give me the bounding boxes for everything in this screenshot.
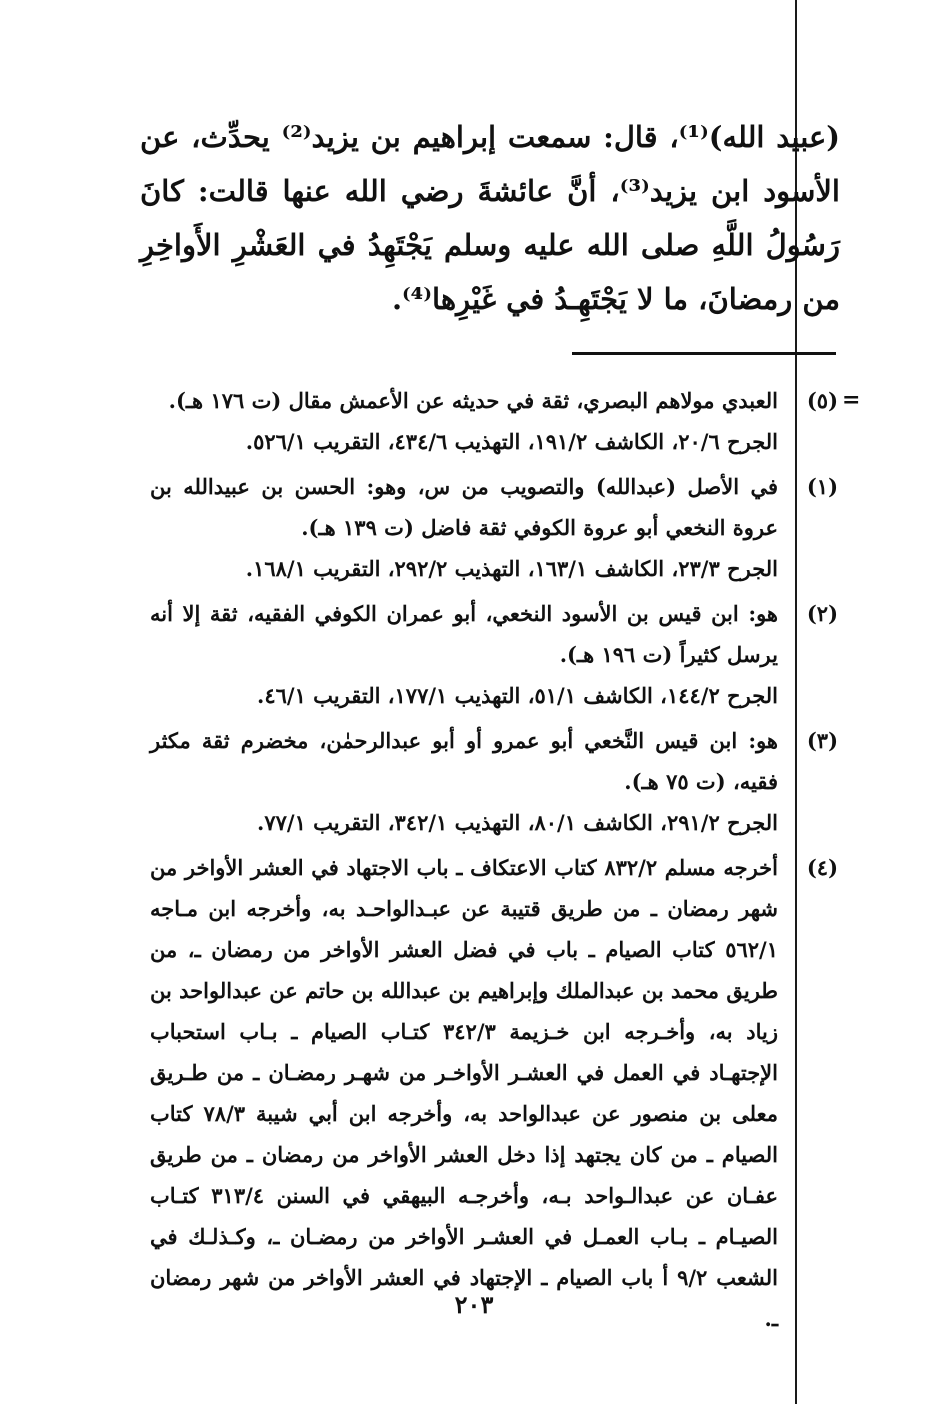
footnote-line: في الأصل (عبدالله) والتصويب من س، وهو: الحسن بن عبيدالله بن عروة النخعي أبو عروة الكوفي ثقة فاضل (ت ١٣٩ هـ). xyxy=(150,474,778,540)
footnote-number: (٣) xyxy=(806,728,838,753)
footnote-continuation-marker: = xyxy=(842,387,861,413)
footnote-2 xyxy=(150,593,840,716)
footnote-line: الجرح ٢٩١/٢، الكاشف ٨٠/١، التهذيب ٣٤٢/١، التقريب ٧٧/١. xyxy=(257,810,778,835)
footnote-4 xyxy=(150,847,840,1339)
footnote-body xyxy=(150,466,778,589)
footnote-line: هو: ابن قيس النَّخعي أبو عمرو أو أبو عبدالرحمٰن، مخضرم ثقة مكثر فقيه، (ت ٧٥ هـ). xyxy=(150,728,778,794)
footnote-body xyxy=(150,380,778,462)
footnote-5 xyxy=(150,380,840,462)
footnote-line: هو: ابن قيس بن الأسود النخعي، أبو عمران الكوفي الفقيه، ثقة إلا أنه يرسل كثيراً (ت ١٩٦ هـ). xyxy=(150,601,778,667)
page-number: ٢٠٣ xyxy=(454,1290,494,1319)
footnotes-section xyxy=(150,380,840,1339)
footnote-divider xyxy=(572,352,836,355)
footnote-line: الجرح ٢٠/٦، الكاشف ١٩١/٢، التهذيب ٤٣٤/٦، التقريب ٥٢٦/١. xyxy=(245,429,778,454)
footnote-number: (٤) xyxy=(806,855,838,880)
footnote-line: الجرح ١٤٤/٢، الكاشف ٥١/١، التهذيب ١٧٧/١، التقريب ٤٦/١. xyxy=(257,683,778,708)
footnote-1 xyxy=(150,466,840,589)
footnote-3 xyxy=(150,720,840,843)
footnote-line: العبدي مولاهم البصري، ثقة في حديثه عن الأعمش مقال (ت ١٧٦ هـ). xyxy=(168,388,778,413)
footnote-line: الجرح ٢٣/٣، الكاشف ١٦٣/١، التهذيب ٢٩٢/٢، التقريب ١٦٨/١. xyxy=(245,556,778,581)
footnote-number: (١) xyxy=(806,474,838,499)
footnote-body xyxy=(150,847,778,1339)
footnote-body xyxy=(150,720,778,843)
footnote-line: أخرجه مسلم ٨٣٢/٢ كتاب الاعتكاف ـ باب الاجتهاد في العشر الأواخر من شهر رمضان ـ من طريق قتيبة عن عبـدالواحـد به، وأخرجه ابن مـاجه ٥٦٢/١ كتاب الصيام ـ باب في فضل العشر الأواخر من رمضان ـ، من طريق محمد بن عبدالملك وإبراهيم بن عبدالله بن حاتم عن عبدالواحد بن زياد به، وأخـرجه ابن خـزيمة ٣٤٢/٣ كتـاب الصيام ـ بـاب استحباب الإجتهـاد في العمل في العشـر الأواخـر من شهـر رمضـان ـ من طـريق معلى بن منصور عن عبدالواحد به، وأخرجه ابن أبي شيبة ٧٨/٣ كتاب الصيام ـ من كان يجتهد إذا دخل العشر الأواخر من رمضان ـ من طريق عفـان عن عبدالـواحد بـه، وأخرجـه البيهقي في السنن ٣١٣/٤ كتـاب الصيـام ـ بـاب العمـل في العشـر الأواخر من رمضـان ـ، وكـذلـك في الشعب ٩/٢ أ باب الصيام ـ الإجتهاد في العشر الأواخر من شهر رمضان ـ. xyxy=(150,855,779,1331)
footnote-body xyxy=(150,593,778,716)
footnote-number: (٢) xyxy=(806,601,838,626)
main-hadith-text: (عبيد الله)⁽¹⁾، قال: سمعت إبراهيم بن يزيد⁽²⁾ يحدِّث، عن الأسود ابن يزيد⁽³⁾، أنَّ عائشةَ رضي الله عنها قالت: كانَ رَسُولُ اللَّهِ صلى الله عليه وسلم يَجْتَهِدُ في العَشْرِ الأَواخِرِ من رمضانَ، ما لا يَجْتَهِـدُ في غَيْرِها⁽⁴⁾. xyxy=(140,120,840,316)
footnote-number: (٥) xyxy=(806,388,838,413)
